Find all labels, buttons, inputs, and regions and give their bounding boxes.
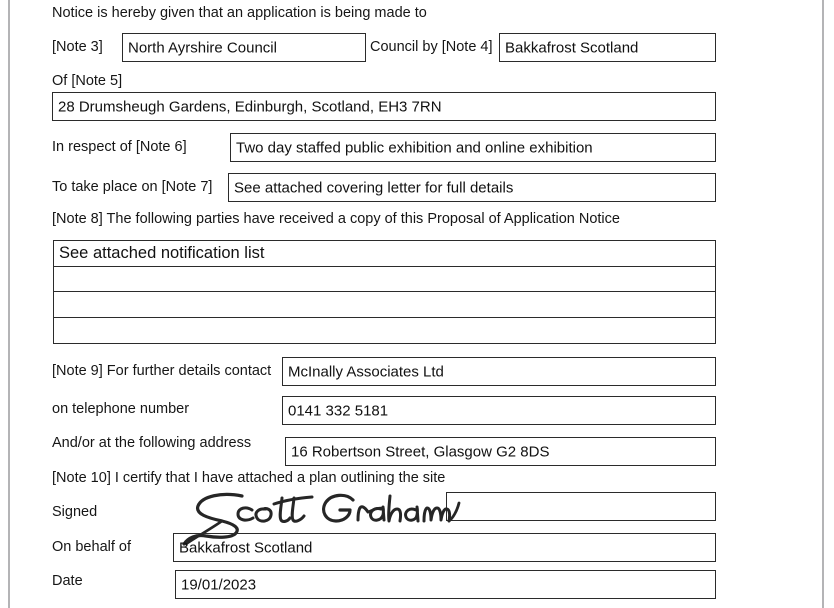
note5-address-field[interactable]	[52, 92, 716, 121]
note8-parties-table	[53, 240, 716, 344]
note5-label: Of [Note 5]	[52, 73, 123, 89]
table-row[interactable]	[54, 318, 715, 344]
table-row-value: See attached notification list	[59, 244, 265, 262]
note7-label: To take place on [Note 7]	[52, 179, 213, 195]
on-behalf-of-label: On behalf of	[52, 539, 131, 555]
signed-field[interactable]	[446, 492, 716, 521]
note3-council-value: North Ayrshire Council	[128, 39, 277, 56]
intro-line: Notice is hereby given that an application is being made to	[52, 5, 427, 21]
table-row[interactable]	[54, 241, 715, 267]
note7-date-field[interactable]	[228, 173, 716, 202]
note4-label: Council by [Note 4]	[370, 39, 493, 55]
on-behalf-of-field[interactable]	[173, 533, 716, 562]
note9-label: [Note 9] For further details contact	[52, 363, 272, 379]
note3-label: [Note 3]	[52, 39, 103, 55]
on-behalf-of-value: Bakkafrost Scotland	[179, 539, 313, 556]
date-label: Date	[52, 573, 83, 589]
table-row[interactable]	[54, 267, 715, 293]
note9-contact-field[interactable]	[282, 357, 716, 386]
page-left-margin-rule	[8, 0, 10, 608]
note6-label: In respect of [Note 6]	[52, 139, 187, 155]
signed-label: Signed	[52, 504, 98, 520]
note6-respect-field[interactable]	[230, 133, 716, 162]
table-row[interactable]	[54, 292, 715, 318]
note3-council-field[interactable]	[122, 33, 366, 62]
note6-respect-value: Two day staffed public exhibition and online exhibition	[236, 139, 593, 156]
note7-date-value: See attached covering letter for full details	[234, 179, 514, 196]
date-field[interactable]	[175, 570, 716, 599]
page-right-margin-rule	[822, 0, 824, 608]
note4-applicant-value: Bakkafrost Scotland	[505, 39, 639, 56]
date-value: 19/01/2023	[181, 576, 257, 593]
note10-label: [Note 10] I certify that I have attached a plan outlining the site	[52, 470, 446, 486]
note9-address-label: And/or at the following address	[52, 435, 252, 451]
note9-address-value: 16 Robertson Street, Glasgow G2 8DS	[291, 443, 550, 460]
note9-contact-value: McInally Associates Ltd	[288, 363, 444, 380]
note8-label: [Note 8] The following parties have received a copy of this Proposal of Application Notice	[52, 211, 620, 227]
note9-address-field[interactable]	[285, 437, 716, 466]
note9-telephone-label: on telephone number	[52, 401, 190, 417]
note5-address-value: 28 Drumsheugh Gardens, Edinburgh, Scotland, EH3 7RN	[58, 98, 442, 115]
note9-telephone-field[interactable]	[282, 396, 716, 425]
note9-telephone-value: 0141 332 5181	[288, 402, 389, 419]
note4-applicant-field[interactable]	[499, 33, 716, 62]
